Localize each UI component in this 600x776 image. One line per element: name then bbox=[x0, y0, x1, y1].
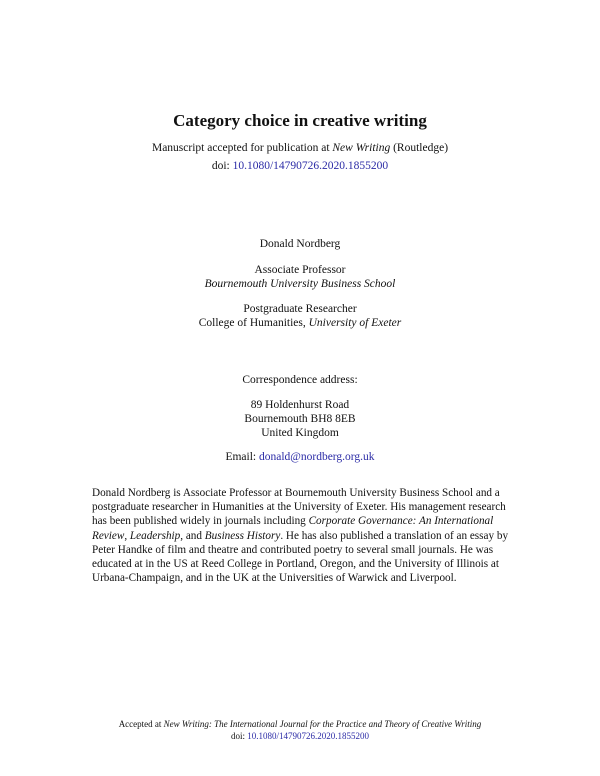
address-line: United Kingdom bbox=[261, 427, 339, 439]
footer-doi-link[interactable]: 10.1080/14790726.2020.1855200 bbox=[247, 731, 370, 741]
author-bio bbox=[92, 486, 512, 585]
bio-journal-2: Leadership bbox=[129, 529, 181, 542]
email-line bbox=[0, 449, 600, 465]
correspondence-heading: Correspondence address: bbox=[242, 374, 358, 386]
affiliation-1-text: Bournemouth University Business School bbox=[204, 278, 396, 290]
author-affiliation-1 bbox=[0, 276, 600, 292]
author-role-1: Associate Professor bbox=[254, 264, 346, 276]
footer-doi-line bbox=[0, 730, 600, 742]
bio-sep-2: , and bbox=[180, 529, 205, 542]
manuscript-suffix: (Routledge) bbox=[390, 142, 449, 154]
manuscript-note bbox=[0, 140, 600, 156]
paper-title: Category choice in creative writing bbox=[173, 111, 427, 130]
affiliation-2-italic: University of Exeter bbox=[308, 317, 402, 329]
doi-line bbox=[0, 158, 600, 174]
manuscript-journal: New Writing bbox=[332, 142, 391, 154]
author-name: Donald Nordberg bbox=[259, 238, 341, 250]
email-link[interactable]: donald@nordberg.org.uk bbox=[258, 451, 375, 463]
manuscript-prefix: Manuscript accepted for publication at bbox=[151, 142, 333, 154]
author-role-2: Postgraduate Researcher bbox=[243, 303, 357, 315]
footer-prefix: Accepted at bbox=[118, 719, 164, 729]
page-footer bbox=[0, 718, 600, 742]
bio-text-1: Donald Nordberg is Associate Professor at Bournemouth University Business School and a postgraduate researcher in Humanities at the University of Exeter. His management research has been published widely in journals including bbox=[92, 487, 506, 528]
doi-link[interactable]: 10.1080/14790726.2020.1855200 bbox=[232, 160, 389, 172]
footer-doi-label: doi: bbox=[230, 731, 248, 741]
affiliation-2-prefix: College of Humanities, bbox=[198, 317, 309, 329]
bio-sep-1: , bbox=[124, 529, 130, 542]
footer-accepted-line bbox=[0, 718, 600, 730]
email-label: Email: bbox=[225, 451, 259, 463]
doi-label: doi: bbox=[211, 160, 233, 172]
bio-journal-3: Business History bbox=[204, 529, 281, 542]
bio-text-2: . He has also published a translation of an essay by Peter Handke of film and theatre and contributed poetry to several small journals. He was educated at in the US at Reed College in Portland, Oregon, and the University of Illinois at Urbana-Champaign, and in the UK at the Universities of Warwick and Liverpool. bbox=[92, 529, 509, 585]
address-line: 89 Holdenhurst Road bbox=[250, 399, 350, 411]
bio-journal-1: Corporate Governance: An International Review bbox=[92, 515, 494, 542]
author-affiliation-2 bbox=[0, 315, 600, 331]
footer-journal: New Writing: The International Journal for the Practice and Theory of Creative Writing bbox=[163, 719, 482, 729]
address-line: Bournemouth BH8 8EB bbox=[244, 413, 356, 425]
